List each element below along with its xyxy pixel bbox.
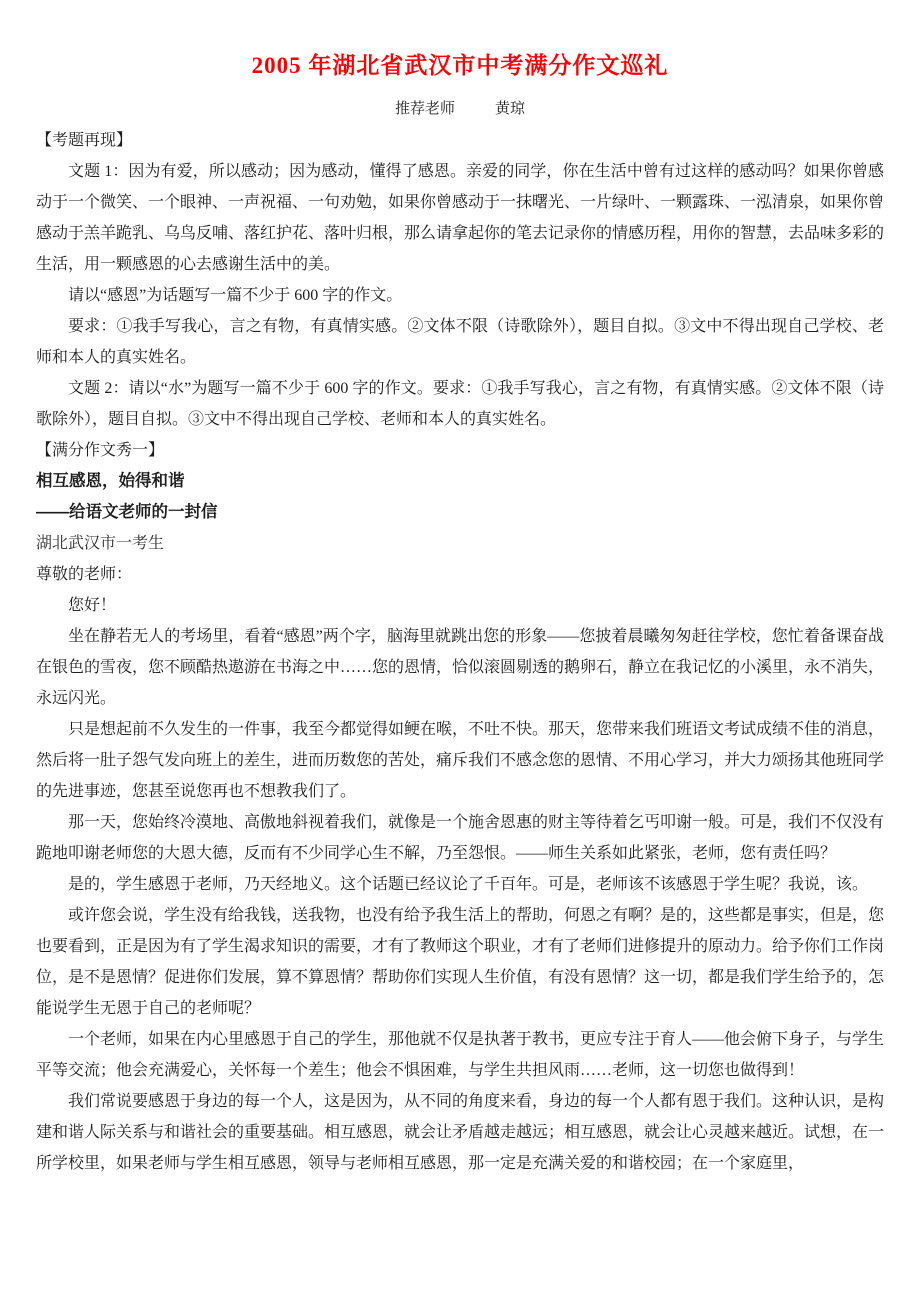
exam-paragraph-prompt1: 文题 1：因为有爱，所以感动；因为感动，懂得了感恩。亲爱的同学，你在生活中曾有过这样的感动吗？如果你曾感动于一个微笑、一个眼神、一声祝福、一句劝勉，如果你曾感动于一抹曙光、一片绿叶、一颗露珠、一泓清泉，如果你曾感动于羔羊跪乳、乌鸟反哺、落红护花、落叶归根，那么请拿起你的笔去记录你的情感历程，用你的智慧，去品味多彩的生活，用一颗感恩的心去感谢生活中的美。 — [36, 163, 885, 273]
byline-label: 推荐老师 — [394, 101, 455, 117]
exam-paragraph-requirements: 要求：①我手写我心，言之有物，有真情实感。②文体不限（诗歌除外），题目自拟。③文中不得出现自己学校、老师和本人的真实姓名。 — [36, 318, 884, 366]
essay-paragraph: 坐在静若无人的考场里，看着“感恩”两个字，脑海里就跳出您的形象——您披着晨曦匆匆赶往学校，您忙着备课奋战在银色的雪夜，您不顾酷热遨游在书海之中……您的恩情，恰似滚圆剔透的鹅卵石，静立在我记忆的小溪里，永不消失，永远闪光。 — [36, 628, 885, 707]
section-heading-exam: 【考题再现】 — [36, 132, 133, 149]
exam-paragraph-topic: 请以“感恩”为话题写一篇不少于 600 字的作文。 — [68, 287, 403, 304]
essay-title: 相互感恩，始得和谐 — [36, 472, 185, 490]
byline-name: 黄琼 — [495, 101, 526, 117]
essay-subtitle: ——给语文老师的一封信 — [36, 503, 218, 521]
essay-paragraph-greeting: 您好！ — [68, 597, 117, 614]
essay-paragraph: 我们常说要感恩于身边的每一个人，这是因为，从不同的角度来看，身边的每一个人都有恩于我们。这种认识，是构建和谐人际关系与和谐社会的重要基础。相互感恩，就会让矛盾越走越远；相互感恩，就会让心灵越来越近。试想，在一所学校里，如果老师与学生相互感恩，领导与老师相互感恩，那一定是充满关爱的和谐校园；在一个家庭里， — [36, 1093, 885, 1172]
essay-paragraph: 或许您会说，学生没有给我钱，送我物，也没有给予我生活上的帮助，何恩之有啊？是的，这些都是事实，但是，您也要看到，正是因为有了学生渴求知识的需要，才有了教师这个职业，才有了老师们进修提升的原动力。给予你们工作岗位，是不是恩情？促进你们发展，算不算恩情？帮助你们实现人生价值，有没有恩情？这一切，都是我们学生给予的，怎能说学生无恩于自己的老师呢？ — [36, 907, 885, 1017]
essay-paragraph: 只是想起前不久发生的一件事，我至今都觉得如鲠在喉，不吐不快。那天，您带来我们班语文考试成绩不佳的消息，然后将一肚子怨气发向班上的差生，进而历数您的苦处，痛斥我们不感念您的恩情、不用心学习，并大力颂扬其他班同学的先进事迹，您甚至说您再也不想教我们了。 — [36, 721, 885, 800]
essay-paragraph: 一个老师，如果在内心里感恩于自己的学生，那他就不仅是执著于教书，更应专注于育人——他会俯下身子，与学生平等交流；他会充满爱心，关怀每一个差生；他会不惧困难，与学生共担风雨……老师，这一切您也做得到！ — [36, 1031, 885, 1079]
exam-paragraph-prompt2: 文题 2：请以“水”为题写一篇不少于 600 字的作文。要求：①我手写我心，言之有物，有真情实感。②文体不限（诗歌除外），题目自拟。③文中不得出现自己学校、老师和本人的真实姓名。 — [36, 380, 884, 428]
byline — [36, 94, 884, 125]
section-heading-essay: 【满分作文秀一】 — [36, 442, 165, 459]
essay-paragraph: 是的，学生感恩于老师，乃天经地义。这个话题已经议论了千百年。可是，老师该不该感恩于学生呢？我说，该。 — [68, 876, 869, 893]
essay-paragraph: 那一天，您始终冷漠地、高傲地斜视着我们，就像是一个施舍恩惠的财主等待着乞丐叩谢一般。可是，我们不仅没有跪地叩谢老师您的大恩大德，反而有不少同学心生不解，乃至怨恨。——师生关系如此紧张，老师，您有责任吗？ — [36, 814, 885, 862]
essay-author: 湖北武汉市一考生 — [36, 535, 165, 552]
essay-salutation: 尊敬的老师： — [36, 566, 133, 583]
document-title: 2005 年湖北省武汉市中考满分作文巡礼 — [251, 53, 669, 78]
